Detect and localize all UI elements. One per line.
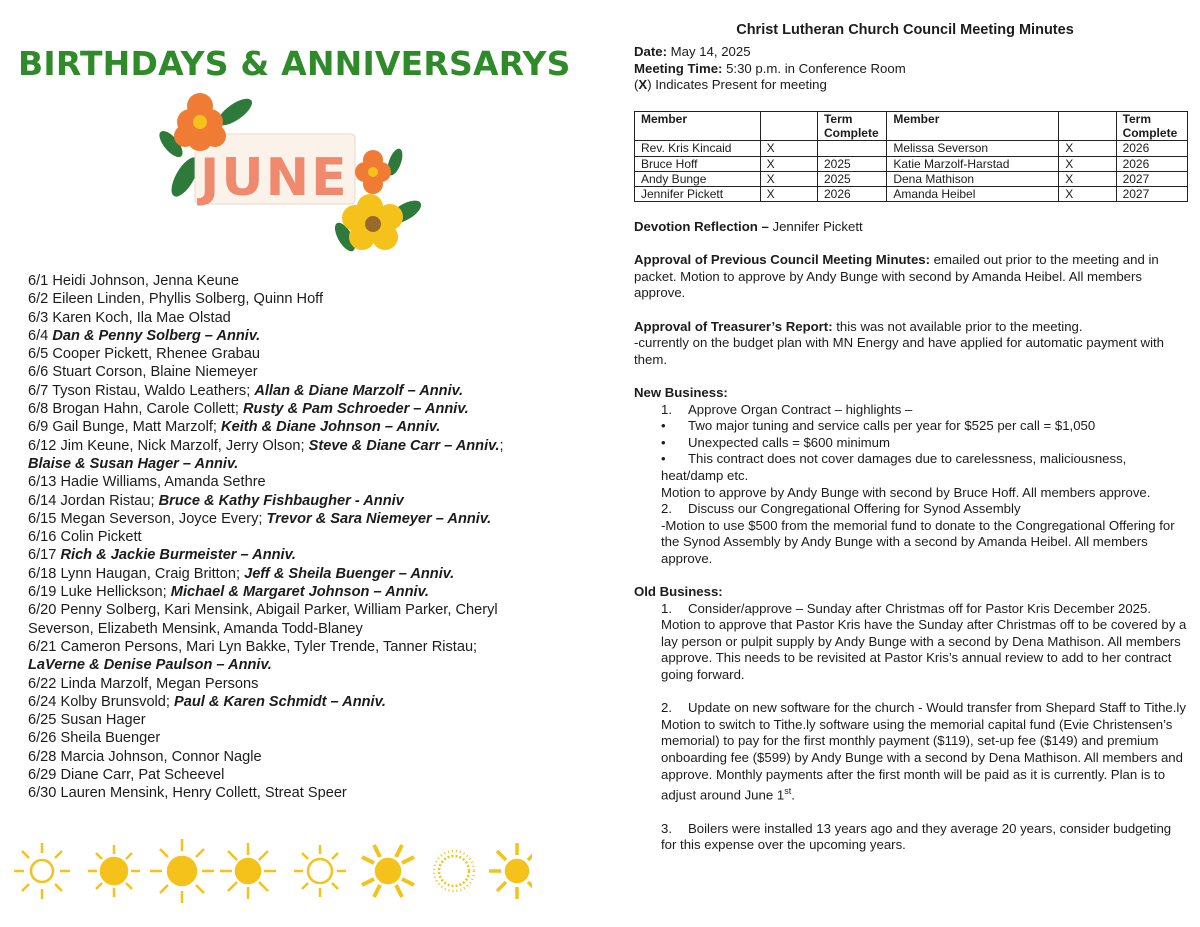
list-item: • Two major tuning and service calls per year for $525 per call = $1,050 (661, 418, 1096, 434)
table-cell: X (1059, 187, 1116, 202)
list-item: 6/7 Tyson Ristau, Waldo Leathers; Allan & Diane Marzolf – Anniv. (28, 382, 464, 399)
new-business-heading: New Business: (634, 384, 728, 400)
meeting-date: Date: May 14, 2025 (634, 44, 751, 59)
list-item: 6/29 Diane Carr, Pat Scheevel (28, 767, 225, 784)
new-business-item-2: 2. Discuss our Congregational Offering for Synod Assembly (661, 501, 1021, 517)
list-item: 6/14 Jordan Ristau; Bruce & Kathy Fishbaugher - Anniv (28, 492, 404, 509)
list-item: 6/3 Karen Koch, Ila Mae Olstad (28, 309, 231, 326)
table-cell: 2027 (1116, 187, 1187, 202)
list-item: 6/15 Megan Severson, Joyce Every; Trevor & Sara Niemeyer – Anniv. (28, 510, 492, 527)
table-cell: X (760, 171, 817, 186)
list-item: • Unexpected calls = $600 minimum (661, 434, 890, 450)
list-item: 6/19 Luke Hellickson; Michael & Margaret Johnson – Anniv. (28, 584, 429, 601)
table-cell (817, 141, 886, 156)
column-header (1059, 112, 1116, 141)
treasurer-report: Approval of Treasurer’s Report: this was not available prior to the meeting. (634, 318, 1083, 334)
list-item: 6/22 Linda Marzolf, Megan Persons (28, 675, 259, 692)
new-business-item-1: 1. Approve Organ Contract – highlights – (661, 401, 913, 417)
table-row (635, 156, 1188, 171)
table-cell: Andy Bunge (635, 171, 761, 186)
table-cell: Melissa Severson (887, 141, 1059, 156)
column-header (760, 112, 817, 141)
column-header: Term Complete (1116, 112, 1187, 141)
minutes-body (634, 219, 1188, 854)
list-item: 6/28 Marcia Johnson, Connor Nagle (28, 748, 262, 765)
list-item: 6/21 Cameron Persons, Mari Lyn Bakke, Tyler Trende, Tanner Ristau; (28, 638, 478, 655)
birthday-list (28, 272, 598, 803)
list-item: 6/1 Heidi Johnson, Jenna Keune (28, 273, 239, 289)
list-item: 6/8 Brogan Hahn, Carole Collett; Rusty & Pam Schroeder – Anniv. (28, 401, 469, 418)
table-cell: 2026 (1116, 156, 1187, 171)
new-business-motion-2: -Motion to use $500 from the memorial fund to donate to the Congregational Offering for the Synod Assembly by Andy Bunge with a second by Amanda Heibel. All members approve. (661, 517, 1175, 566)
list-item: 6/16 Colin Pickett (28, 529, 142, 546)
birthdays-title: BIRTHDAYS & ANNIVERSARYS (18, 44, 571, 83)
old-business-motion-1: Motion to approve that Pastor Kris have the Sunday after Christmas off to be covered by a lay person or pulpit supply by Andy Bunge with a second by Dena Mathison. All members approve. This needs to be revisited at Pastor Kris’s annual review to add to her contract going forward. (661, 617, 1187, 683)
list-item: 6/25 Susan Hager (28, 712, 146, 729)
table-cell: 2025 (817, 156, 886, 171)
table-cell: X (1059, 171, 1116, 186)
list-item: 6/4 Dan & Penny Solberg – Anniv. (28, 327, 261, 344)
table-cell: 2027 (1116, 171, 1187, 186)
list-item: 6/5 Cooper Pickett, Rhenee Grabau (28, 346, 261, 363)
list-item: 6/13 Hadie Williams, Amanda Sethre (28, 474, 266, 491)
table-cell: X (760, 156, 817, 171)
table-cell: Bruce Hoff (635, 156, 761, 171)
table-row (635, 171, 1188, 186)
table-cell: Amanda Heibel (887, 187, 1059, 202)
list-item: 6/30 Lauren Mensink, Henry Collett, Streat Speer (28, 785, 347, 802)
sun-row-icon (12, 836, 532, 906)
list-item: • This contract does not cover damages due to carelessness, maliciousness, heat/damp etc. (661, 451, 1127, 483)
present-note: (X) Indicates Present for meeting (634, 77, 827, 92)
table-cell: Katie Marzolf-Harstad (887, 156, 1059, 171)
list-item: 6/17 Rich & Jackie Burmeister – Anniv. (28, 547, 296, 564)
list-item: Blaise & Susan Hager – Anniv. (28, 455, 239, 472)
list-item: 6/9 Gail Bunge, Matt Marzolf; Keith & Diane Johnson – Anniv. (28, 419, 441, 436)
attendance-table (634, 111, 1188, 202)
list-item: 6/12 Jim Keune, Nick Marzolf, Jerry Olson; Steve & Diane Carr – Anniv.; (28, 437, 504, 454)
table-header-row (635, 112, 1188, 141)
table-cell: Dena Mathison (887, 171, 1059, 186)
list-item: LaVerne & Denise Paulson – Anniv. (28, 657, 272, 674)
old-business-motion-2: Motion to switch to Tithe.ly software using the memorial capital fund (Evie Christensen’s memorial) to pay for the first monthly payment ($119), set-up fee ($149) and premium onboarding fee ($599) by Andy Bunge with a second by Dena Mathison. All members and approve. Monthly payments after the first month will be paid as it is currently. Plan is to adjust around June 1st. (661, 716, 1183, 803)
column-header: Member (887, 112, 1059, 141)
column-header: Member (635, 112, 761, 141)
list-item: Severson, Elizabeth Mensink, Amanda Todd-Blaney (28, 620, 363, 637)
list-item: 6/6 Stuart Corson, Blaine Niemeyer (28, 364, 258, 381)
column-header: Term Complete (817, 112, 886, 141)
old-business-item-1: 1. Consider/approve – Sunday after Christmas off for Pastor Kris December 2025. (661, 600, 1152, 616)
old-business-heading: Old Business: (634, 584, 723, 600)
new-business-motion-1: Motion to approve by Andy Bunge with second by Bruce Hoff. All members approve. (661, 484, 1151, 500)
table-cell: X (760, 187, 817, 202)
list-item: 6/2 Eileen Linden, Phyllis Solberg, Quinn Hoff (28, 291, 324, 308)
minutes-page (622, 0, 1188, 927)
approval-previous: Approval of Previous Council Meeting Minutes: emailed out prior to the meeting and in packet. Motion to approve by Andy Bunge with second by Amanda Heibel. All members approve. (634, 252, 1159, 301)
june-title: JUNE (200, 148, 349, 208)
table-cell: X (1059, 156, 1116, 171)
list-item: 6/24 Kolby Brunsvold; Paul & Karen Schmidt – Anniv. (28, 693, 386, 710)
list-item: 6/20 Penny Solberg, Kari Mensink, Abigail Parker, William Parker, Cheryl (28, 602, 498, 619)
table-cell: Jennifer Pickett (635, 187, 761, 202)
meeting-meta (634, 44, 906, 94)
treasurer-note: -currently on the budget plan with MN Energy and have applied for automatic payment with them. (634, 335, 1164, 367)
devotion-line: Devotion Reflection – Jennifer Pickett (634, 219, 863, 234)
table-row (635, 187, 1188, 202)
old-business-item-3: 3. Boilers were installed 13 years ago and they average 20 years, consider budgeting for this expense over the upcoming years. (661, 820, 1172, 853)
table-cell: X (1059, 141, 1116, 156)
table-cell: 2026 (817, 187, 886, 202)
minutes-title: Christ Lutheran Church Council Meeting Minutes (736, 22, 1074, 38)
table-cell: 2025 (817, 171, 886, 186)
table-cell: Rev. Kris Kincaid (635, 141, 761, 156)
list-item: 6/26 Sheila Buenger (28, 730, 161, 747)
table-row (635, 141, 1188, 156)
list-item: 6/18 Lynn Haugan, Craig Britton; Jeff & Sheila Buenger – Anniv. (28, 565, 455, 582)
old-business-item-2: 2. Update on new software for the church - Would transfer from Shepard Staff to Tithe.ly (661, 700, 1186, 716)
table-cell: X (760, 141, 817, 156)
meeting-time: Meeting Time: 5:30 p.m. in Conference Room (634, 60, 906, 76)
table-cell: 2026 (1116, 141, 1187, 156)
